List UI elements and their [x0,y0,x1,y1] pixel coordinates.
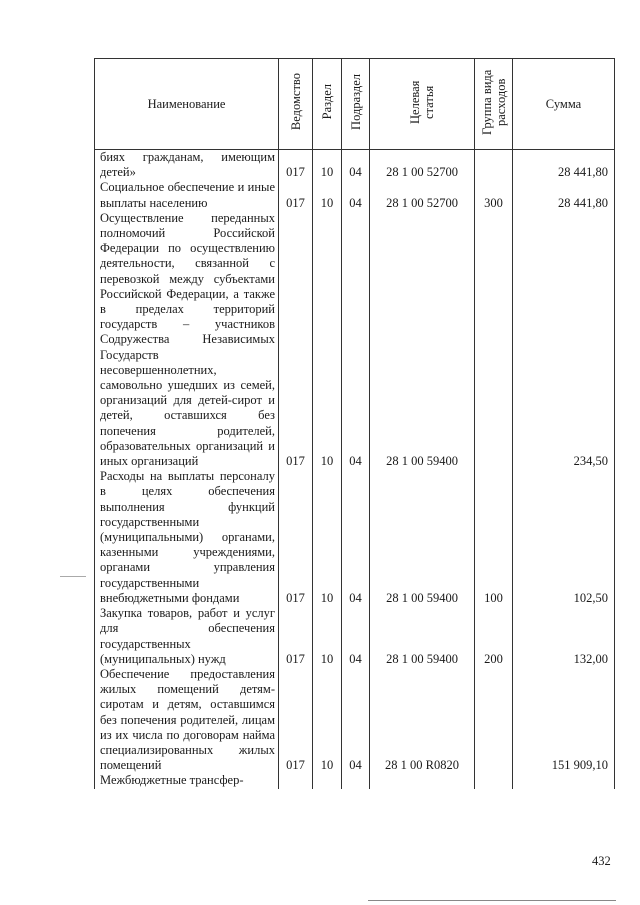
header-razdel: Раздел [313,59,342,150]
table-row [95,180,615,210]
row-podrazdel: 04 [342,606,370,667]
row-gruppa: 100 [475,469,513,606]
row-vedomstvo: 017 [279,211,313,469]
row-razdel: 10 [313,180,342,210]
row-tselevaya: 28 1 00 52700 [370,150,475,181]
row-name: Расходы на выплаты персоналу в целях обеспечения выполнения функций государственными (муниципальными) органами, казенными учреждениями, органами управления государственными внебюджетными фондами [95,469,279,606]
header-row [95,59,615,150]
row-gruppa [475,211,513,469]
header-vedomstvo: Ведомство [279,59,313,150]
row-vedomstvo: 017 [279,180,313,210]
row-name: Межбюджетные трансфер- [95,773,279,788]
row-gruppa: 300 [475,180,513,210]
row-razdel: 10 [313,150,342,181]
row-name: Закупка товаров, работ и услуг для обеспечения государственных (муниципальных) нужд [95,606,279,667]
table-row [95,211,615,469]
row-tselevaya: 28 1 00 R0820 [370,667,475,773]
row-summa [513,773,615,788]
row-vedomstvo [279,773,313,788]
row-podrazdel: 04 [342,211,370,469]
header-summa: Сумма [513,59,615,150]
row-gruppa [475,773,513,788]
row-gruppa [475,667,513,773]
row-summa: 102,50 [513,469,615,606]
footer-divider [368,900,616,901]
row-gruppa [475,150,513,181]
row-podrazdel [342,773,370,788]
row-tselevaya: 28 1 00 52700 [370,180,475,210]
row-vedomstvo: 017 [279,667,313,773]
row-name: Осуществление переданных полномочий Российской Федерации по осуществлению деятельности, связанной с перевозкой между субъектами Российской Федерации, а также в пределах территорий государств – участников Содружества Независимых Государств несовершеннолетних, самовольно ушедших из семей, организаций для детей-сирот и детей, оставшихся без попечения родителей, образовательных организаций и иных организаций [95,211,279,469]
table-row [95,469,615,606]
row-summa: 151 909,10 [513,667,615,773]
row-podrazdel: 04 [342,150,370,181]
row-podrazdel: 04 [342,469,370,606]
row-tselevaya: 28 1 00 59400 [370,606,475,667]
row-name: биях гражданам, имеющим детей» [95,150,279,181]
header-podrazdel: Подраздел [342,59,370,150]
row-tselevaya [370,773,475,788]
header-gruppa: Группа вида расходов [475,59,513,150]
page-number: 432 [592,854,611,868]
row-gruppa: 200 [475,606,513,667]
row-vedomstvo: 017 [279,469,313,606]
header-name: Наименование [95,59,279,150]
row-vedomstvo: 017 [279,150,313,181]
row-razdel: 10 [313,606,342,667]
table-row [95,773,615,788]
row-tselevaya: 28 1 00 59400 [370,469,475,606]
row-name: Обеспечение предоставления жилых помещений детям-сиротам и детям, оставшимся без попечения родителей, лицам из их числа по договорам найма специализированных жилых помещений [95,667,279,773]
table-row [95,150,615,181]
row-tselevaya: 28 1 00 59400 [370,211,475,469]
margin-mark [60,576,86,577]
table-row [95,667,615,773]
budget-table-container [94,58,614,789]
row-name: Социальное обеспечение и иные выплаты населению [95,180,279,210]
budget-table [94,58,615,789]
row-podrazdel: 04 [342,180,370,210]
row-vedomstvo: 017 [279,606,313,667]
row-summa: 132,00 [513,606,615,667]
row-summa: 28 441,80 [513,180,615,210]
row-podrazdel: 04 [342,667,370,773]
row-razdel [313,773,342,788]
header-tselevaya: Целевая статья [370,59,475,150]
row-razdel: 10 [313,211,342,469]
row-razdel: 10 [313,469,342,606]
row-summa: 28 441,80 [513,150,615,181]
row-razdel: 10 [313,667,342,773]
row-summa: 234,50 [513,211,615,469]
table-row [95,606,615,667]
